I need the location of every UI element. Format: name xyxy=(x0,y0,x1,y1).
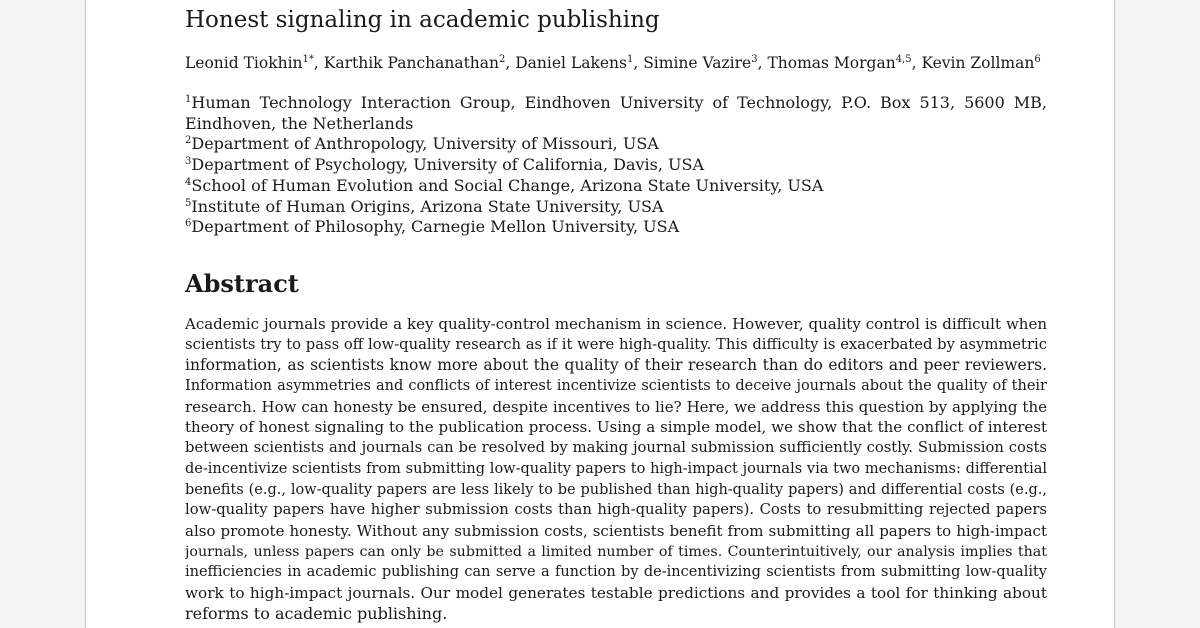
author-affiliation-marker: 6 xyxy=(1034,54,1041,65)
affiliation-item xyxy=(185,217,1047,238)
abstract-line: Academic journals provide a key quality-control mechanism in science. However, quality control is difficult when xyxy=(185,315,1047,333)
author-affiliation-marker: 2 xyxy=(499,54,506,65)
abstract-line: reforms to academic publishing. xyxy=(185,603,448,623)
author-affiliation-marker: 1* xyxy=(302,54,314,65)
pdf-page xyxy=(85,0,1115,628)
author-affiliation-marker: 4,5 xyxy=(895,54,912,65)
author-affiliation-marker: 1 xyxy=(626,54,634,65)
abstract-line: low-quality papers have higher submission costs than high-quality papers). Costs to resubmitting rejected papers xyxy=(185,501,1047,519)
affiliation-marker: 6 xyxy=(185,218,192,230)
author-separator: , xyxy=(313,54,324,72)
abstract-line: inefficiencies in academic publishing can serve a function by de-incentivizing scientists from submitting low-quality xyxy=(185,564,1047,581)
affiliation-item xyxy=(185,93,1047,134)
author-name: Karthik Panchanathan xyxy=(323,54,500,72)
affiliation-text: Department of Anthropology, University of Missouri, USA xyxy=(191,134,659,154)
author-name: Daniel Lakens xyxy=(515,54,627,72)
author-name: Kevin Zollman xyxy=(921,54,1035,72)
author-affiliation-marker: 3 xyxy=(751,54,758,65)
abstract-line: research. How can honesty be ensured, despite incentives to lie? Here, we address this question by applying the xyxy=(185,397,1047,416)
abstract-line: Information asymmetries and conflicts of interest incentivize scientists to deceive journals about the quality of their xyxy=(185,378,1047,395)
abstract-line: theory of honest signaling to the publication process. Using a simple model, we show that the conflict of interest xyxy=(185,418,1047,437)
paper-title: Honest signaling in academic publishing xyxy=(185,7,660,33)
abstract-line: information, as scientists know more about the quality of their research than do editors and peer reviewers. xyxy=(185,356,1047,375)
affiliation-marker: 1 xyxy=(185,94,192,105)
affiliation-text: School of Human Evolution and Social Change, Arizona State University, USA xyxy=(191,175,824,195)
author-separator: , xyxy=(633,54,644,72)
author-separator: , xyxy=(911,54,922,72)
author-name: Thomas Morgan xyxy=(767,54,896,72)
affiliation-text: Department of Philosophy, Carnegie Mellon University, USA xyxy=(191,217,680,237)
affiliation-item xyxy=(185,197,1047,218)
affiliation-item xyxy=(185,155,1047,176)
author-separator: , xyxy=(757,54,768,72)
abstract-line: de-incentivize scientists from submitting low-quality papers to high-impact journals via two mechanisms: differential xyxy=(185,460,1047,477)
abstract-line: work to high-impact journals. Our model generates testable predictions and provides a tool for thinking about xyxy=(185,583,1047,602)
abstract-line: scientists try to pass off low-quality research as if it were high-quality. This difficulty is exacerbated by asymmetric xyxy=(185,335,1047,353)
affiliation-text: Human Technology Interaction Group, Eindhoven University of Technology, P.O. Box 513, 5600 MB, Eindhoven, the Netherlands xyxy=(185,93,1047,133)
affiliation-marker: 4 xyxy=(185,176,192,188)
affiliation-text: Institute of Human Origins, Arizona State University, USA xyxy=(191,196,664,216)
affiliation-list xyxy=(185,93,1047,238)
author-separator: , xyxy=(505,54,516,72)
author-name: Simine Vazire xyxy=(643,54,752,72)
affiliation-marker: 2 xyxy=(185,135,192,147)
abstract-body xyxy=(185,314,1047,624)
abstract-line: also promote honesty. Without any submission costs, scientists benefit from submitting all papers to high-impact xyxy=(185,521,1047,540)
abstract-line: journals, unless papers can only be submitted a limited number of times. Counterintuitively, our analysis implies that xyxy=(185,543,1047,560)
abstract-line: benefits (e.g., low-quality papers are less likely to be published than high-quality papers) and differential costs (e.g., xyxy=(185,481,1047,498)
author-list xyxy=(185,52,1041,74)
affiliation-text: Department of Psychology, University of California, Davis, USA xyxy=(191,155,705,175)
abstract-heading: Abstract xyxy=(185,269,299,298)
affiliation-item xyxy=(185,134,1047,155)
author-name: Leonid Tiokhin xyxy=(185,54,303,72)
affiliation-marker: 3 xyxy=(185,156,192,168)
affiliation-item xyxy=(185,176,1047,197)
affiliation-marker: 5 xyxy=(185,197,192,209)
abstract-line: between scientists and journals can be resolved by making journal submission sufficiently costly. Submission costs xyxy=(185,439,1047,457)
